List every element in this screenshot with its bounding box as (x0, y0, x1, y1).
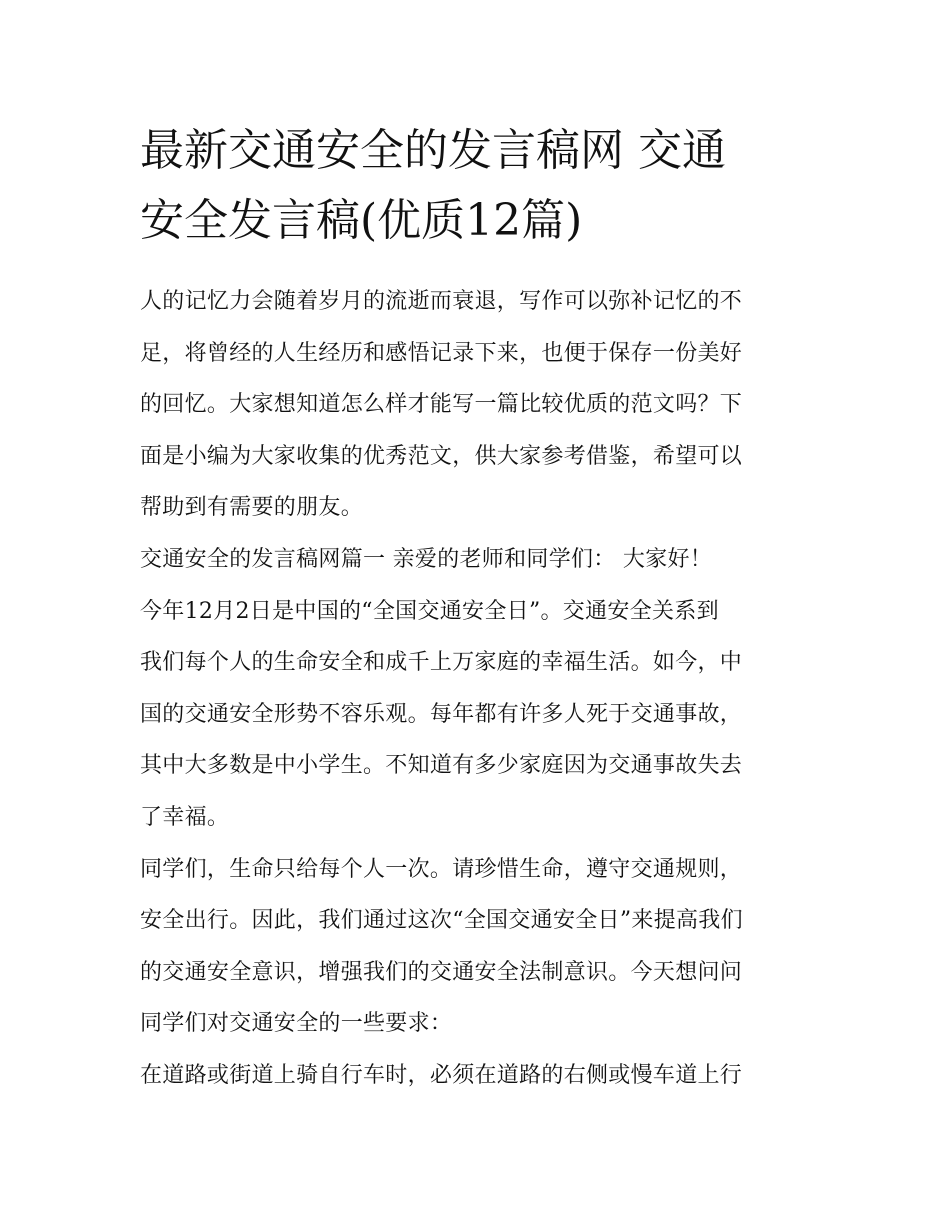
body-line: 面是小编为大家收集的优秀范文，供大家参考借鉴，希望可以 (140, 443, 743, 469)
body-line: 帮助到有需要的朋友。 (140, 495, 364, 521)
body-line: 国的交通安全形势不容乐观。每年都有许多人死于交通事故， (140, 701, 743, 727)
body-line: 足，将曾经的人生经历和感悟记录下来，也便于保存一份美好 (140, 340, 743, 366)
title-line: 最新交通安全的发言稿网 交通 (140, 125, 726, 176)
body-line: 同学们，生命只给每个人一次。请珍惜生命，遵守交通规则， (140, 856, 743, 882)
body-line: 今年12月2日是中国的“全国交通安全日”。交通安全关系到 (140, 598, 719, 624)
title-line: 安全发言稿(优质12篇) (140, 195, 583, 246)
document-body (140, 276, 820, 1102)
body-line: 安全出行。因此，我们通过这次“全国交通安全日”来提高我们 (140, 908, 743, 934)
body-line: 在道路或街道上骑自行车时，必须在道路的右侧或慢车道上行 (140, 1062, 743, 1088)
body-line: 的回忆。大家想知道怎么样才能写一篇比较优质的范文吗？下 (140, 392, 743, 418)
body-line: 了幸福。 (140, 804, 230, 830)
body-line: 其中大多数是中小学生。不知道有多少家庭因为交通事故失去 (140, 753, 743, 779)
body-line: 人的记忆力会随着岁月的流逝而衰退，写作可以弥补记忆的不 (140, 289, 743, 314)
body-line: 的交通安全意识，增强我们的交通安全法制意识。今天想问问 (140, 959, 743, 985)
body-line: 交通安全的发言稿网篇一 亲爱的老师和同学们： 大家好！ (140, 546, 713, 572)
body-line: 同学们对交通安全的一些要求： (140, 1011, 453, 1037)
document-title (140, 116, 820, 256)
body-line: 我们每个人的生命安全和成千上万家庭的幸福生活。如今，中 (140, 650, 743, 676)
